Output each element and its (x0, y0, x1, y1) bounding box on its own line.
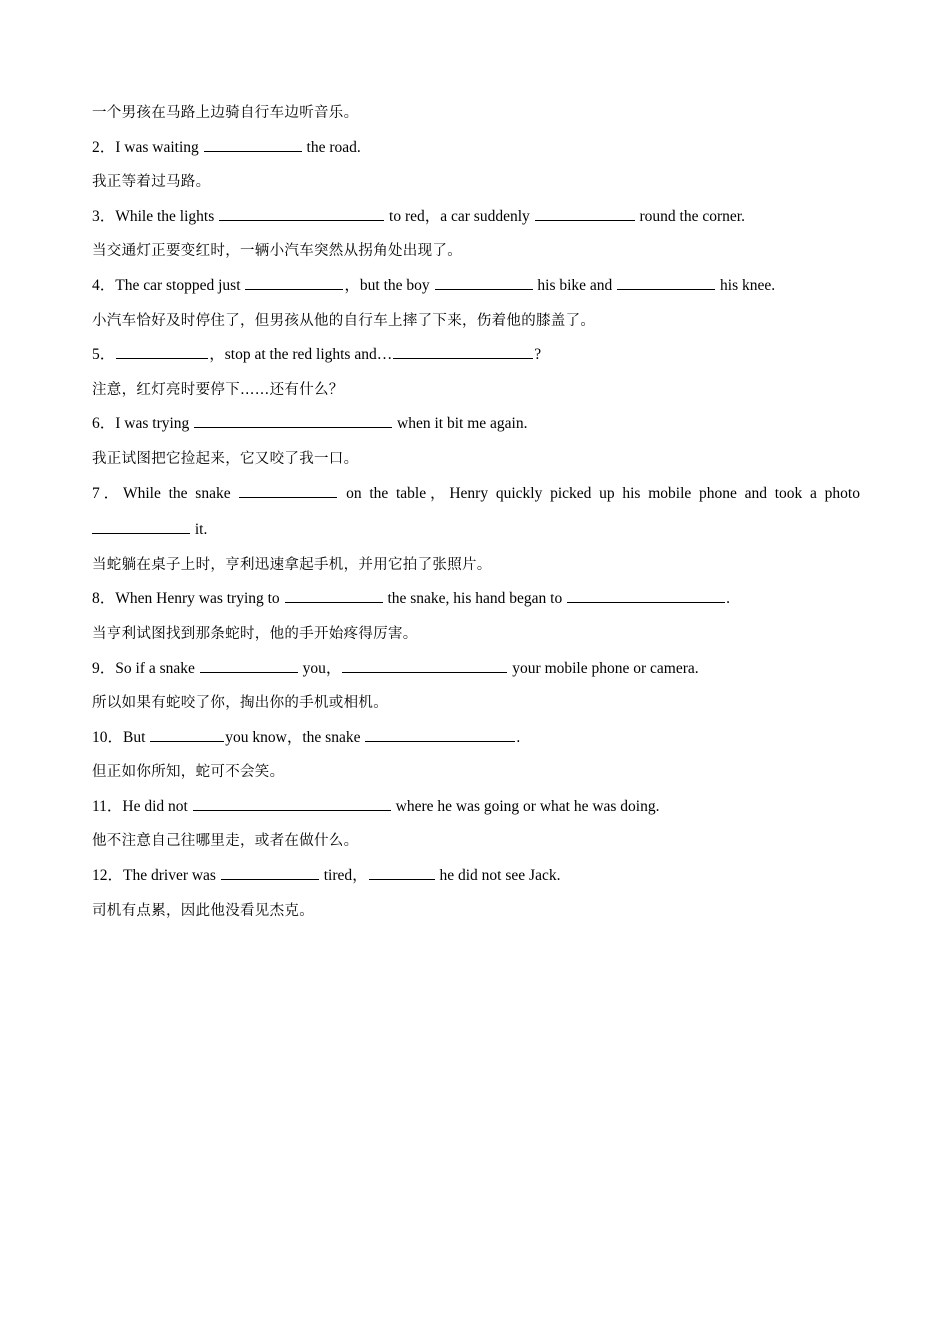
answer-blank[interactable] (239, 483, 337, 498)
question-7-continued (92, 513, 860, 548)
translation-2 (92, 165, 860, 200)
translation-7 (92, 548, 860, 583)
translation-text: 我正试图把它捡起来，它又咬了我一口。 (92, 450, 359, 467)
translation-5 (92, 373, 860, 408)
answer-blank[interactable] (617, 275, 715, 290)
question-5 (92, 338, 860, 373)
question-text: where he was going or what he was doing. (391, 797, 660, 815)
translation-text: 所以如果有蛇咬了你，掏出你的手机或相机。 (92, 695, 388, 712)
translation-text: 注意，红灯亮时要停下……还有什么？ (92, 381, 344, 398)
question-text: 4．The car stopped just (92, 276, 245, 294)
answer-blank[interactable] (194, 413, 392, 428)
question-text: 3．While the lights (92, 207, 219, 225)
question-text: . (726, 590, 730, 608)
question-12 (92, 859, 860, 894)
question-text: it. (191, 521, 208, 539)
question-text: when it bit me again. (393, 415, 528, 433)
question-text: his knee. (716, 276, 776, 294)
translation-12 (92, 894, 860, 929)
question-text: 5． (92, 346, 116, 364)
translation-text: 但正如你所知，蛇可不会笑。 (92, 764, 285, 781)
answer-blank[interactable] (245, 275, 343, 290)
question-text: to red，a car suddenly (385, 207, 534, 225)
question-10 (92, 721, 860, 756)
translation-3 (92, 234, 860, 269)
answer-blank[interactable] (150, 727, 224, 742)
question-text: ，stop at the red lights and… (209, 346, 393, 364)
question-11 (92, 790, 860, 825)
question-text: 12．The driver was (92, 867, 220, 885)
question-text: 8．When Henry was trying to (92, 590, 284, 608)
question-text: 2．I was waiting (92, 138, 203, 156)
question-3 (92, 200, 860, 235)
question-text: . (516, 728, 521, 746)
translation-text: 一个男孩在马路上边骑自行车边听音乐。 (92, 105, 359, 121)
question-text: the road. (302, 138, 361, 156)
translation-9 (92, 686, 860, 721)
translation-1 (92, 96, 860, 131)
translation-text: 当交通灯正要变红时，一辆小汽车突然从拐角处出现了。 (92, 243, 462, 260)
question-9 (92, 652, 860, 687)
translation-11 (92, 824, 860, 859)
question-text: 6．I was trying (92, 415, 194, 433)
answer-blank[interactable] (200, 658, 298, 673)
question-text: round the corner. (635, 207, 745, 225)
question-2 (92, 131, 860, 166)
answer-blank[interactable] (369, 865, 435, 880)
question-text: his bike and (533, 276, 617, 294)
answer-blank[interactable] (219, 206, 384, 221)
question-text: ? (534, 346, 542, 364)
question-8 (92, 582, 860, 617)
answer-blank[interactable] (567, 588, 725, 603)
question-text: ，but the boy (344, 276, 434, 294)
answer-blank[interactable] (285, 588, 383, 603)
answer-blank[interactable] (435, 275, 533, 290)
question-text: the snake, his hand began to (383, 590, 567, 608)
translation-8 (92, 617, 860, 652)
answer-blank[interactable] (221, 865, 319, 880)
question-text: your mobile phone or camera. (508, 659, 699, 677)
answer-blank[interactable] (116, 344, 208, 359)
answer-blank[interactable] (92, 519, 190, 534)
question-text: on the table，Henry quickly picked up his mobile phone and took a photo (338, 484, 860, 502)
question-4 (92, 269, 860, 304)
question-text: 7．While the snake (92, 484, 239, 502)
answer-blank[interactable] (193, 796, 391, 811)
translation-10 (92, 755, 860, 790)
answer-blank[interactable] (365, 727, 515, 742)
question-text: tired， (319, 867, 368, 885)
translation-text: 小汽车恰好及时停住了，但男孩从他的自行车上摔了下来，伤着他的膝盖了。 (92, 312, 596, 329)
translation-text: 当蛇躺在桌子上时，亨利迅速拿起手机，并用它拍了张照片。 (92, 556, 492, 573)
translation-text: 我正等着过马路。 (92, 174, 211, 191)
question-text: you， (298, 659, 342, 677)
answer-blank[interactable] (342, 658, 507, 673)
worksheet (92, 96, 860, 928)
question-text: you know，the snake (225, 728, 365, 746)
translation-text: 司机有点累，因此他没看见杰克。 (92, 902, 314, 919)
answer-blank[interactable] (393, 344, 533, 359)
translation-6 (92, 442, 860, 477)
question-text: he did not see Jack. (435, 867, 561, 885)
translation-text: 他不注意自己往哪里走，或者在做什么。 (92, 833, 359, 850)
question-text: 10．But (92, 728, 150, 746)
translation-text: 当亨利试图找到那条蛇时，他的手开始疼得厉害。 (92, 625, 418, 642)
answer-blank[interactable] (204, 137, 302, 152)
question-text: 9．So if a snake (92, 659, 199, 677)
question-7 (92, 477, 860, 512)
question-6 (92, 407, 860, 442)
answer-blank[interactable] (535, 206, 635, 221)
question-text: 11．He did not (92, 797, 192, 815)
translation-4 (92, 304, 860, 339)
